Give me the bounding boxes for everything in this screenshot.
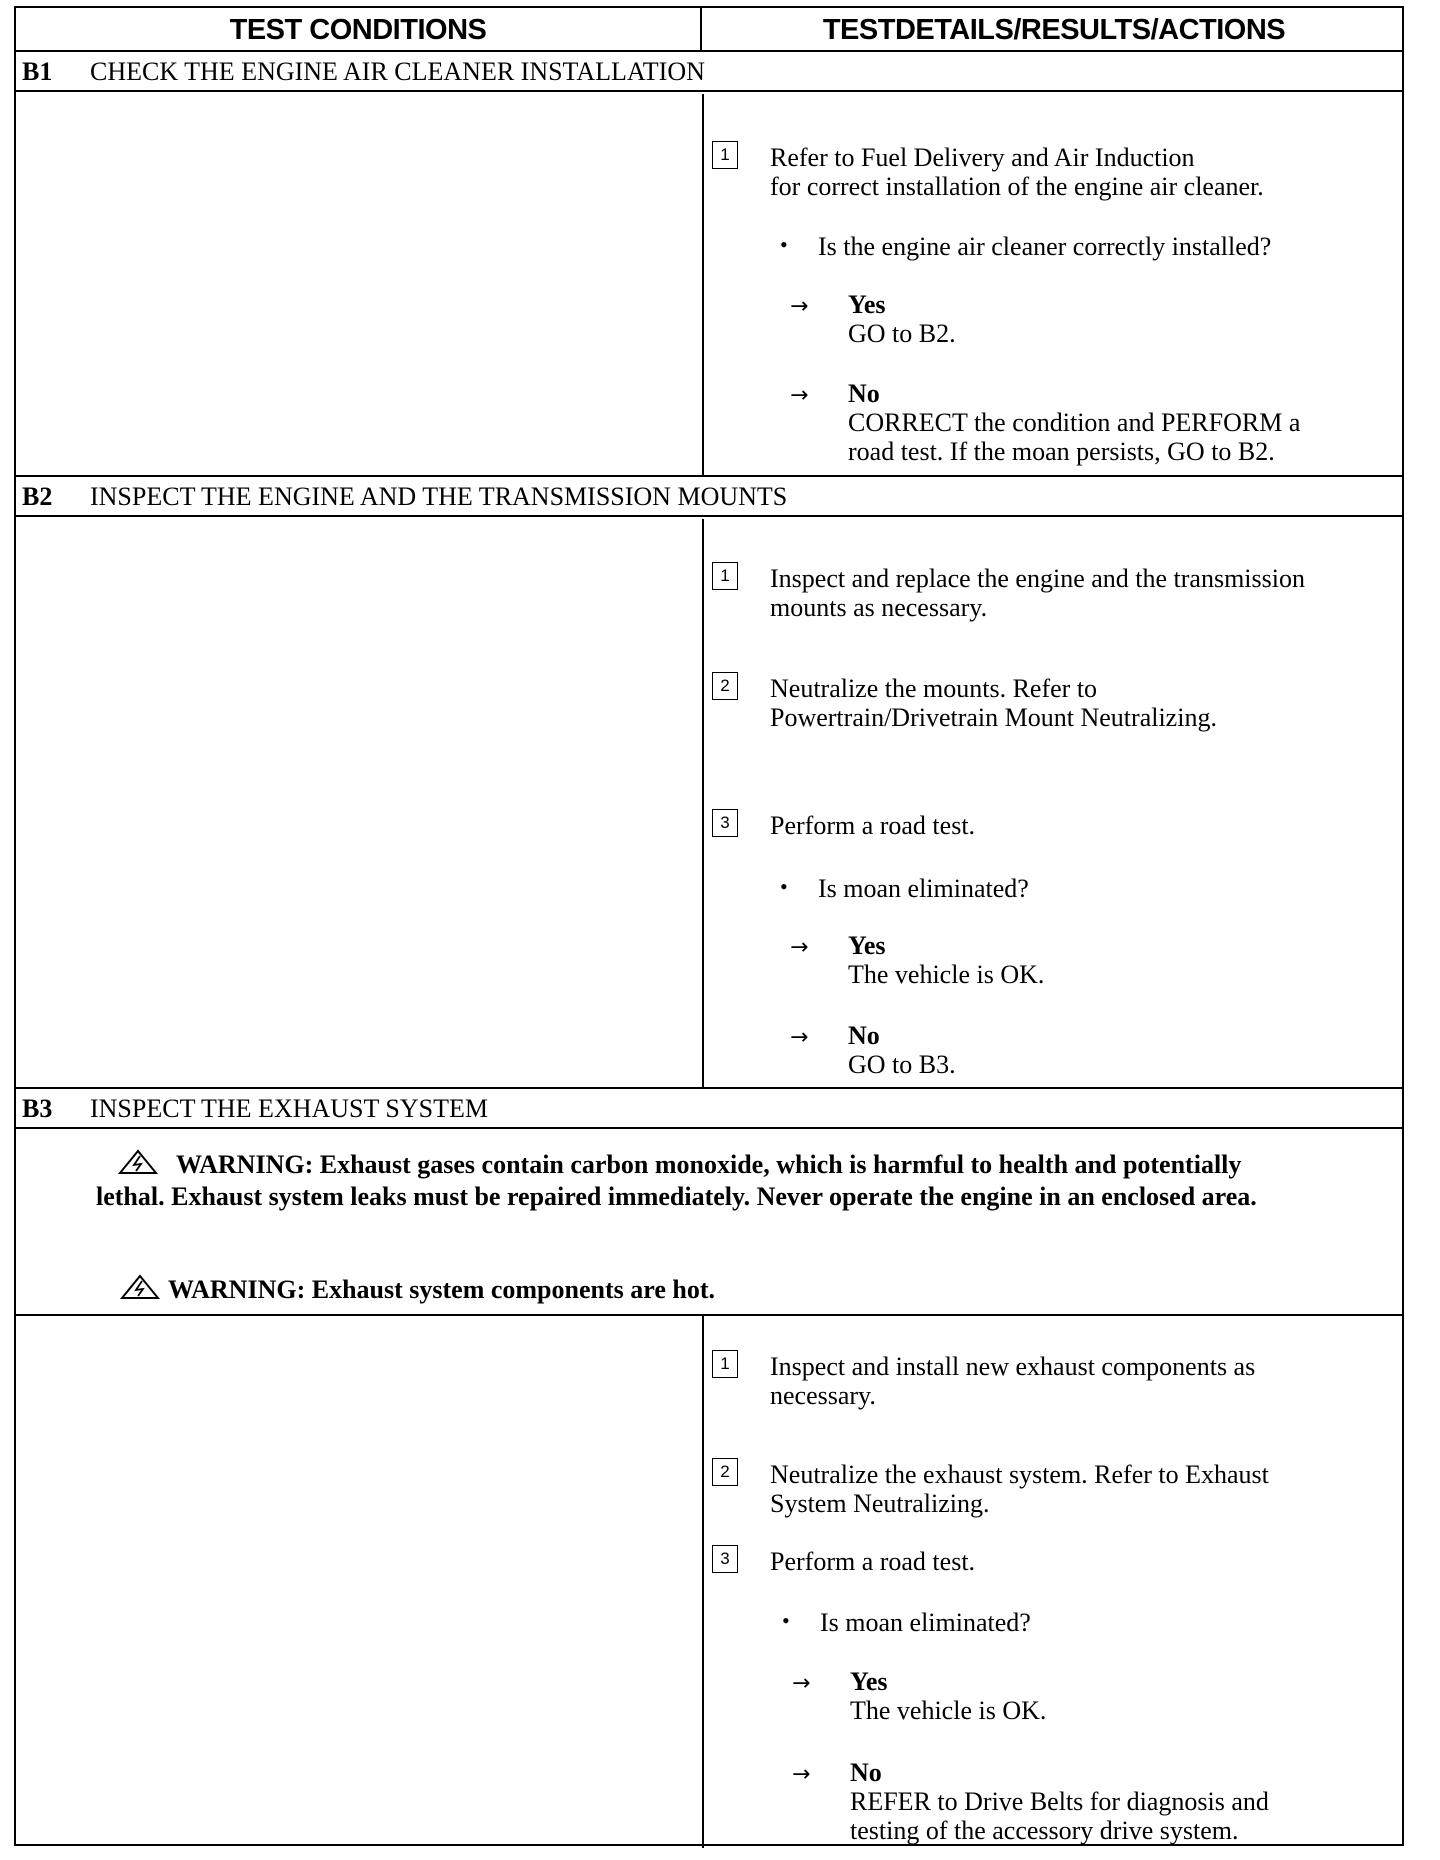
step-number: 1 <box>712 562 738 590</box>
bullet-icon: • <box>780 232 788 257</box>
instruction-text: Perform a road test. <box>770 811 976 840</box>
step-number: 2 <box>712 1458 738 1486</box>
answer-label: Yes <box>848 290 886 319</box>
step-number: 1 <box>712 141 738 169</box>
warning-triangle-icon <box>118 1149 158 1175</box>
step-b2-title: INSPECT THE ENGINE AND THE TRANSMISSION MOUNTS <box>90 482 788 511</box>
step-b2-id: B2 <box>22 482 53 511</box>
step-b3-title: INSPECT THE EXHAUST SYSTEM <box>90 1094 488 1123</box>
instruction-text: Inspect and replace the engine and the transmission mounts as necessary. <box>770 564 1305 622</box>
table-header <box>16 8 1402 52</box>
arrow-right-icon: → <box>792 1762 811 1787</box>
answer-label: Yes <box>850 1667 888 1696</box>
step-b2-header <box>16 477 1402 517</box>
arrow-right-icon: → <box>790 294 809 319</box>
warning-text: WARNING: Exhaust system components are hot. <box>168 1275 715 1304</box>
step-b3-id: B3 <box>22 1094 53 1123</box>
answer-action: REFER to Drive Belts for diagnosis and testing of the accessory drive system. <box>850 1787 1269 1845</box>
b3-warning-rule <box>16 1314 1402 1316</box>
arrow-right-icon: → <box>790 383 809 408</box>
warning-hot-components <box>120 1274 1220 1306</box>
warning-text: WARNING: Exhaust gases contain carbon monoxide, which is harmful to health and potentially lethal. Exhaust system leaks must be repaired immediately. Never operate the engine in an enclosed area. <box>96 1150 1257 1211</box>
arrow-right-icon: → <box>792 1671 811 1696</box>
instruction-text: Neutralize the mounts. Refer to Powertrain/Drivetrain Mount Neutralizing. <box>770 674 1217 732</box>
step-b1-title: CHECK THE ENGINE AIR CLEANER INSTALLATION <box>90 57 705 86</box>
b1-column-divider <box>702 94 704 477</box>
question-text: Is moan eliminated? <box>818 874 1029 903</box>
bullet-icon: • <box>780 874 788 899</box>
b2-column-divider <box>702 519 704 1089</box>
question-text: Is moan eliminated? <box>820 1608 1031 1637</box>
instruction-text: Perform a road test. <box>770 1547 976 1576</box>
header-test-details: TESTDETAILS/RESULTS/ACTIONS <box>822 14 1286 46</box>
answer-label: No <box>848 379 880 408</box>
arrow-right-icon: → <box>790 935 809 960</box>
answer-label: No <box>848 1021 880 1050</box>
diagnostic-table <box>14 6 1404 1846</box>
answer-action: GO to B2. <box>848 319 956 348</box>
answer-label: Yes <box>848 931 886 960</box>
step-number: 2 <box>712 672 738 700</box>
header-test-conditions: TEST CONDITIONS <box>16 8 702 50</box>
b3-column-divider <box>702 1316 704 1848</box>
step-number: 3 <box>712 1545 738 1573</box>
step-b3-header <box>16 1089 1402 1129</box>
step-number: 1 <box>712 1350 738 1378</box>
warning-carbon-monoxide <box>96 1149 1296 1213</box>
instruction-text: Neutralize the exhaust system. Refer to Exhaust System Neutralizing. <box>770 1460 1269 1518</box>
step-number: 3 <box>712 809 738 837</box>
step-b1-id: B1 <box>22 57 53 86</box>
step-b1-header <box>16 52 1402 92</box>
answer-action: The vehicle is OK. <box>848 960 1045 989</box>
arrow-right-icon: → <box>790 1025 809 1050</box>
instruction-text: Refer to Fuel Delivery and Air Induction for correct installation of the engine air cleaner. <box>770 143 1264 201</box>
answer-action: GO to B3. <box>848 1050 956 1079</box>
bullet-icon: • <box>782 1608 790 1633</box>
question-text: Is the engine air cleaner correctly installed? <box>818 232 1272 261</box>
answer-action: The vehicle is OK. <box>850 1696 1047 1725</box>
answer-action: CORRECT the condition and PERFORM a road test. If the moan persists, GO to B2. <box>848 408 1301 466</box>
instruction-text: Inspect and install new exhaust components as necessary. <box>770 1352 1256 1410</box>
warning-triangle-icon <box>120 1274 160 1300</box>
answer-label: No <box>850 1758 882 1787</box>
b2-top-rule <box>16 475 1402 477</box>
